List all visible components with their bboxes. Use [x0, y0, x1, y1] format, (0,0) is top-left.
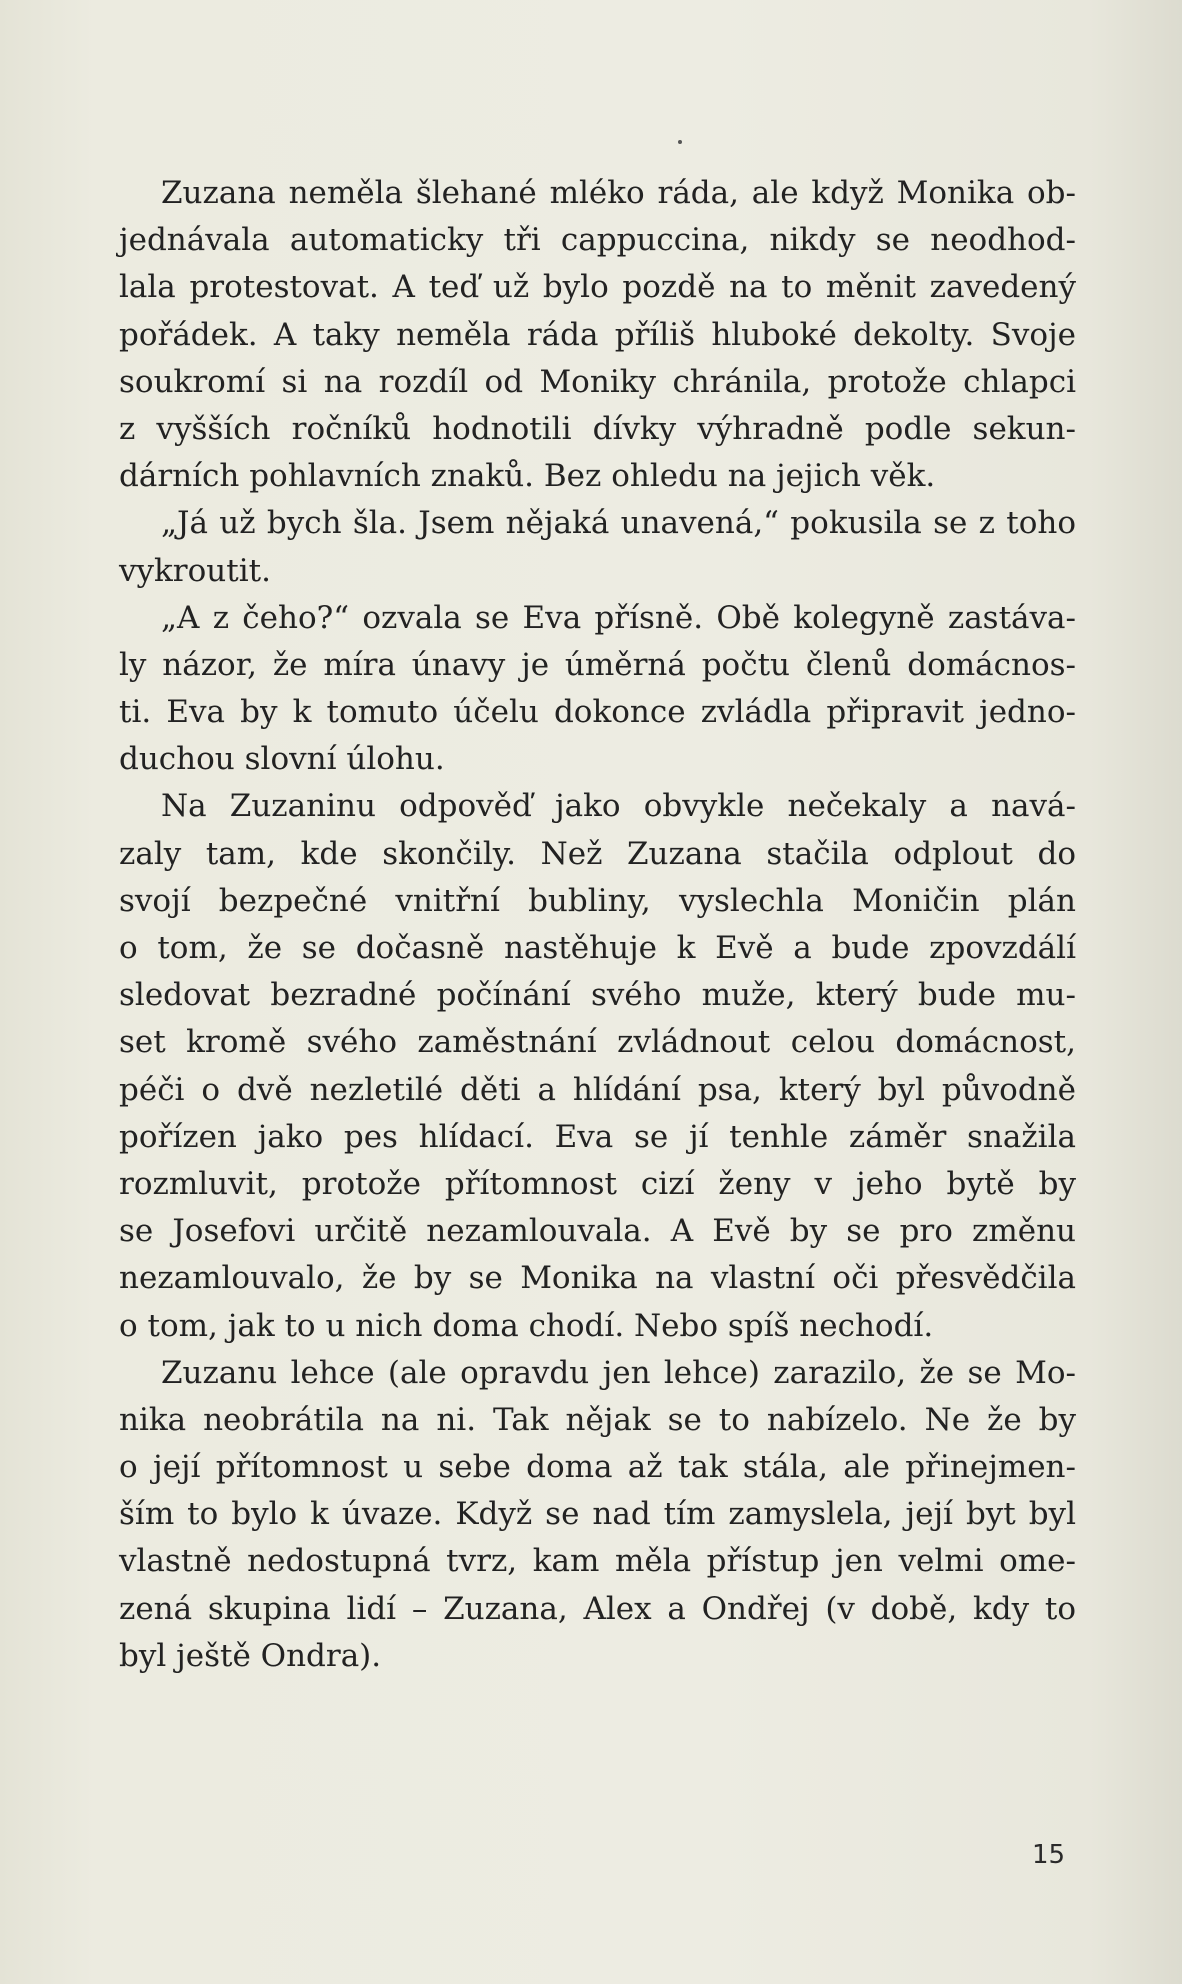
text-line: Zuzana neměla šlehané mléko ráda, ale když Monika ob- — [161, 175, 1076, 211]
text-line: lala protestovat. A teď už bylo pozdě na to měnit zavedený — [119, 269, 1076, 306]
text-line: se Josefovi určitě nezamlouvala. A Evě by se pro změnu — [119, 1213, 1076, 1250]
text-line: set kromě svého zaměstnání zvládnout celou domácnost, — [119, 1024, 1076, 1061]
text-line: nezamlouvalo, že by se Monika na vlastní oči přesvědčila — [119, 1260, 1076, 1297]
text-line: „Já už bych šla. Jsem nějaká unavená,“ pokusila se z toho — [161, 505, 1076, 542]
text-line: Zuzanu lehce (ale opravdu jen lehce) zarazilo, že se Mo- — [161, 1354, 1076, 1391]
text-line: o její přítomnost u sebe doma až tak stála, ale přinejmen- — [119, 1449, 1076, 1486]
text-line: vlastně nedostupná tvrz, kam měla přístup jen velmi ome- — [119, 1543, 1076, 1580]
text-line: pořádek. A taky neměla ráda příliš hluboké dekolty. Svoje — [119, 316, 1076, 353]
text-line: nika neobrátila na ni. Tak nějak se to nabízelo. Ne že by — [119, 1401, 1076, 1438]
body-text — [119, 170, 1076, 1680]
text-line: Na Zuzaninu odpověď jako obvykle nečekaly a navá- — [161, 788, 1076, 825]
text-line: o tom, jak to u nich doma chodí. Nebo spíš nechodí. — [119, 1307, 934, 1344]
page-number: 15 — [1032, 1840, 1066, 1870]
text-line: vykroutit. — [119, 552, 271, 589]
print-speck — [678, 140, 682, 144]
text-line: dárních pohlavních znaků. Bez ohledu na jejich věk. — [119, 458, 936, 495]
text-line: zaly tam, kde skončily. Než Zuzana stačila odplout do — [119, 835, 1076, 872]
text-line: pořízen jako pes hlídací. Eva se jí tenhle záměr snažila — [119, 1118, 1076, 1155]
text-line: jednávala automaticky tři cappuccina, nikdy se neodhod- — [119, 222, 1076, 259]
text-line: z vyšších ročníků hodnotili dívky výhradně podle sekun- — [119, 410, 1076, 447]
text-line: svojí bezpečné vnitřní bubliny, vyslechla Moničin plán — [119, 882, 1076, 919]
text-line: péči o dvě nezletilé děti a hlídání psa, který byl původně — [119, 1071, 1076, 1108]
text-line: ším to bylo k úvaze. Když se nad tím zamyslela, její byt byl — [119, 1496, 1076, 1533]
text-line: o tom, že se dočasně nastěhuje k Evě a bude zpovzdálí — [119, 930, 1076, 966]
text-line: zená skupina lidí – Zuzana, Alex a Ondřej (v době, kdy to — [119, 1590, 1076, 1627]
text-line: duchou slovní úlohu. — [119, 741, 445, 778]
text-line: byl ještě Ondra). — [119, 1637, 382, 1674]
text-line: rozmluvit, protože přítomnost cizí ženy v jeho bytě by — [119, 1165, 1076, 1202]
text-line: soukromí si na rozdíl od Moniky chránila, protože chlapci — [119, 363, 1076, 400]
text-line: ti. Eva by k tomuto účelu dokonce zvládla připravit jedno- — [119, 694, 1076, 731]
text-line: „A z čeho?“ ozvala se Eva přísně. Obě kolegyně zastáva- — [161, 599, 1076, 636]
text-line: ly názor, že míra únavy je úměrná počtu členů domácnos- — [119, 646, 1076, 683]
text-line: sledovat bezradné počínání svého muže, který bude mu- — [119, 977, 1076, 1014]
